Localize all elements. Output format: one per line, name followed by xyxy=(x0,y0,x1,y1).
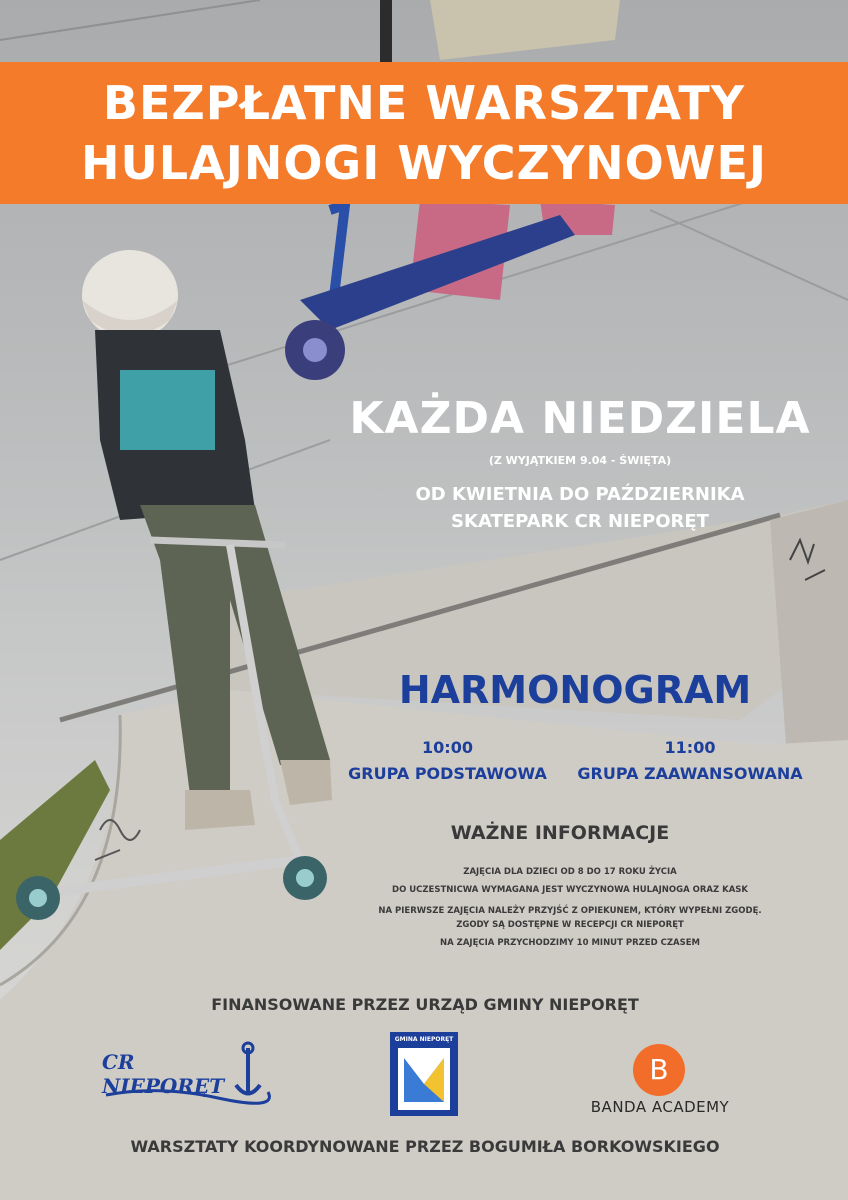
cr-logo-text: CR NIEPORĘT xyxy=(102,1050,225,1098)
title-line-1: BEZPŁATNE WARSZTATY xyxy=(102,76,746,130)
info-item-5: NA ZAJĘCIA PRZYCHODZIMY 10 MINUT PRZED CZASEM xyxy=(440,938,700,948)
gmina-nieporet-logo xyxy=(390,1032,458,1116)
info-item-4: ZGODY SĄ DOSTĘPNE W RECEPCJI CR NIEPORĘT xyxy=(456,920,684,930)
location-text: SKATEPARK CR NIEPORĘT xyxy=(451,511,709,532)
session-time-2: 11:00 xyxy=(664,738,716,757)
banda-logo-letter: B xyxy=(649,1053,669,1086)
info-item-1: ZAJĘCIA DLA DZIECI OD 8 DO 17 ROKU ŻYCIA xyxy=(463,867,677,877)
info-item-2: DO UCZESTNICWA WYMAGANA JEST WYCZYNOWA HULAJNOGA ORAZ KASK xyxy=(392,885,748,895)
harmonogram-title: HARMONOGRAM xyxy=(398,668,752,712)
cr-nieporet-logo xyxy=(98,1040,273,1110)
day-heading: KAŻDA NIEDZIELA xyxy=(349,393,811,444)
session-group-1: GRUPA PODSTAWOWA xyxy=(348,764,547,783)
period-text: OD KWIETNIA DO PAŹDZIERNIKA xyxy=(415,484,745,505)
title-line-2: HULAJNOGI WYCZYNOWEJ xyxy=(80,136,768,190)
session-time-1: 10:00 xyxy=(422,738,473,757)
title-banner xyxy=(0,62,848,204)
banda-logo-circle xyxy=(633,1044,685,1096)
session-group-2: GRUPA ZAAWANSOWANA xyxy=(577,764,803,783)
gmina-emblem-icon xyxy=(398,1048,450,1110)
exception-note: (Z WYJĄTKIEM 9.04 - ŚWIĘTA) xyxy=(488,454,672,467)
banda-logo-text: BANDA ACADEMY xyxy=(590,1098,730,1116)
funding-text: FINANSOWANE PRZEZ URZĄD GMINY NIEPORĘT xyxy=(211,995,639,1014)
footer-text: WARSZTATY KOORDYNOWANE PRZEZ BOGUMIŁA BORKOWSKIEGO xyxy=(130,1137,720,1156)
info-title: WAŻNE INFORMACJE xyxy=(450,822,670,844)
info-item-3: NA PIERWSZE ZAJĘCIA NALEŻY PRZYJŚĆ Z OPIEKUNEM, KTÓRY WYPEŁNI ZGODĘ. xyxy=(378,906,762,916)
gmina-logo-text: GMINA NIEPORĘT xyxy=(394,1036,454,1043)
